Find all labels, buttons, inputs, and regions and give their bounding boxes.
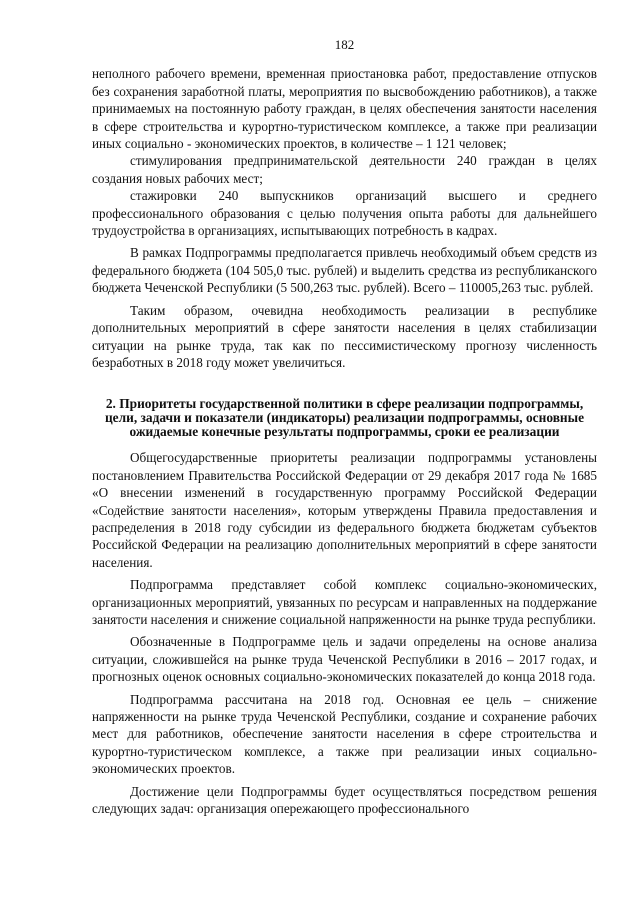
- section-paragraph-2: Подпрограмма представляет собой комплекс социально-экономических, организационных мероприятий, увязанных по ресурсам и направленных на поддержание занятости населения и снижение социальной напряженности на рынке труда республики.: [92, 577, 597, 627]
- intro-paragraph-2: стимулирования предпринимательской деятельности 240 граждан в целях создания новых рабочих мест;: [92, 153, 597, 186]
- intro-paragraph-3: стажировки 240 выпускников организаций высшего и среднего профессионального образования с целью получения опыта работы для дальнейшего трудоустройства в организациях, испытывающих потребность в кадрах.: [92, 188, 597, 239]
- page-number: 182: [334, 37, 355, 52]
- intro-paragraph-5: Таким образом, очевидна необходимость реализации в республике дополнительных мероприятий в сфере занятости населения в целях стабилизации ситуации на рынке труда, так как по пессимистическому прогнозу численность безработных в 2018 году может увеличиться.: [92, 302, 597, 370]
- intro-paragraph-1: неполного рабочего времени, временная приостановка работ, предоставление отпусков без сохранения заработной платы, мероприятия по высвобождению работников), а также принимаемых на постоянную работу граждан, в целях обеспечения занятости населения в сфере строительства и курортно-туристическом комплексе, а также при реализации иных социально - экономических проектов, в количестве – 1 121 человек;: [92, 66, 597, 152]
- document-page: [92, 36, 597, 817]
- section-paragraph-1: Общегосударственные приоритеты реализации подпрограммы установлены постановлением Правительства Российской Федерации от 29 декабря 2017 года № 1685 «О внесении изменений в государственную программу Российской Федерации «Содействие занятости населения», которым утверждены Правила предоставления и распределения в 2018 году субсидии из федерального бюджета бюджетам субъектов Российской Федерации на реализацию дополнительных мероприятий в сфере занятости населения.: [92, 450, 597, 570]
- section-paragraph-4: Подпрограмма рассчитана на 2018 год. Основная ее цель – снижение напряженности на рынке труда Чеченской Республики, создание и сохранение рабочих мест для работников, обеспечение занятости населения в сфере строительства и курортно-туристическом комплексе, а также при реализации иных социально-экономических проектов.: [92, 691, 597, 777]
- section-paragraph-3: Обозначенные в Подпрограмме цель и задачи определены на основе анализа ситуации, сложившейся на рынке труда Чеченской Республики в 2016 – 2017 годах, и прогнозных оценок основных социально-экономических показателей до конца 2018 года.: [92, 634, 597, 685]
- intro-paragraph-4: В рамках Подпрограммы предполагается привлечь необходимый объем средств из федерального бюджета (104 505,0 тыс. рублей) и выделить средства из республиканского бюджета Чеченской Республики (5 500,263 тыс. рублей). Всего – 110005,263 тыс. рублей.: [92, 245, 597, 296]
- section-heading: 2. Приоритеты государственной политики в сфере реализации подпрограммы, цели, задачи и показатели (индикаторы) реализации подпрограммы, основные ожидаемые конечные результаты подпрограммы, сроки ее реализации: [104, 396, 585, 440]
- section-paragraph-5: Достижение цели Подпрограммы будет осуществляться посредством решения следующих задач: организация опережающего профессионального: [92, 783, 597, 817]
